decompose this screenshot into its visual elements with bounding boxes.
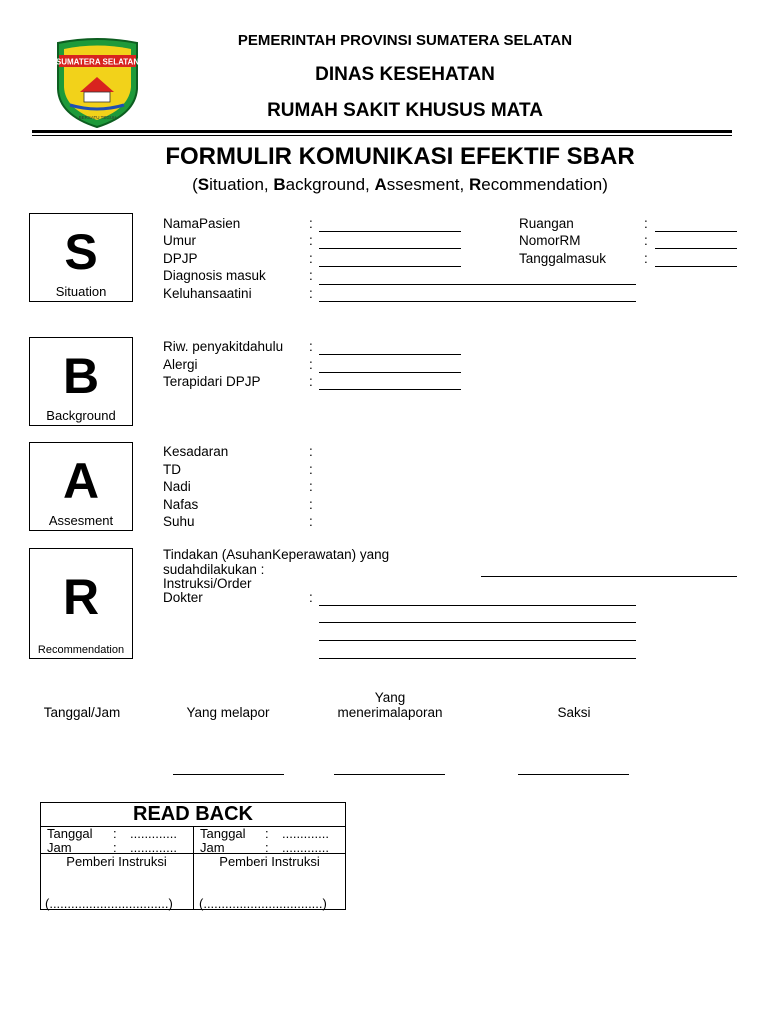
background-box (29, 337, 133, 426)
recommendation-letter: R (62, 569, 100, 625)
logo-motto: BERSATU TEGUH (78, 115, 117, 120)
colon: : (644, 216, 648, 231)
label-alergi: Alergi (163, 357, 198, 372)
colon: : (309, 444, 313, 459)
situation-letter: S (64, 224, 98, 280)
signature-saksi: Saksi (557, 705, 591, 720)
header-government: PEMERINTAH PROVINSI SUMATERA SELATAN (237, 32, 573, 49)
colon: : (113, 840, 117, 855)
rb-right-tanggal-value[interactable]: ............. (282, 826, 329, 841)
background-letter: B (62, 348, 100, 404)
rb-left-jam-label: Jam (47, 840, 72, 855)
label-ruangan: Ruangan (519, 216, 574, 231)
field-riwayat[interactable] (319, 354, 461, 355)
label-tindakan-2: sudahdilakukan : (163, 562, 265, 577)
colon: : (113, 826, 117, 841)
field-instruksi-4[interactable] (319, 658, 636, 659)
signature-line-saksi[interactable] (518, 774, 629, 775)
colon: : (309, 251, 313, 266)
label-suhu: Suhu (163, 514, 195, 529)
recommendation-caption: Recommendation (37, 644, 125, 656)
assessment-caption: Assesment (48, 513, 114, 528)
label-riwayat: Riw. penyakitdahulu (163, 339, 284, 354)
signature-line-melapor[interactable] (173, 774, 284, 775)
rb-right-jam-label: Jam (200, 840, 225, 855)
label-terapi: Terapidari DPJP (163, 374, 261, 389)
rb-left-tanggal-value[interactable]: ............. (130, 826, 177, 841)
header-rule-thin (32, 135, 732, 136)
colon: : (265, 840, 269, 855)
signature-tanggal-jam: Tanggal/Jam (43, 705, 121, 720)
label-instruksi-2: Dokter (163, 590, 203, 605)
form-title: FORMULIR KOMUNIKASI EFEKTIF SBAR (165, 143, 635, 170)
colon: : (309, 479, 313, 494)
situation-caption: Situation (55, 284, 107, 299)
field-ruangan[interactable] (655, 231, 737, 232)
field-nomor-rm[interactable] (655, 248, 737, 249)
label-tindakan-1: Tindakan (AsuhanKeperawatan) yang (163, 547, 390, 562)
field-dpjp[interactable] (319, 266, 461, 267)
colon: : (309, 590, 313, 605)
label-nama-pasien: NamaPasien (163, 216, 241, 231)
field-tindakan[interactable] (481, 576, 737, 577)
colon: : (309, 339, 313, 354)
read-back-title: READ BACK (133, 803, 253, 825)
colon: : (309, 268, 313, 283)
colon: : (309, 374, 313, 389)
field-diagnosis[interactable] (319, 284, 636, 285)
label-td: TD (163, 462, 181, 477)
label-dpjp: DPJP (163, 251, 198, 266)
label-instruksi-1: Instruksi/Order (163, 576, 252, 591)
rb-right-jam-value[interactable]: ............. (282, 840, 329, 855)
label-tanggal-masuk: Tanggalmasuk (519, 251, 607, 266)
colon: : (309, 357, 313, 372)
field-terapi[interactable] (319, 389, 461, 390)
field-umur[interactable] (319, 248, 461, 249)
field-instruksi-3[interactable] (319, 640, 636, 641)
colon: : (644, 251, 648, 266)
header-hospital: RUMAH SAKIT KHUSUS MATA (267, 100, 543, 121)
rb-left-pemberi: Pemberi Instruksi (66, 854, 167, 869)
signature-penerima-1: Yang (374, 690, 406, 705)
colon: : (309, 216, 313, 231)
rb-right-pemberi: Pemberi Instruksi (219, 854, 320, 869)
field-nama-pasien[interactable] (319, 231, 461, 232)
signature-penerima-2: menerimalaporan (337, 705, 443, 720)
header-rule-thick (32, 130, 732, 133)
background-caption: Background (46, 408, 116, 423)
assessment-box (29, 442, 133, 531)
label-keluhan: Keluhansaatini (163, 286, 252, 301)
field-instruksi-1[interactable] (319, 605, 636, 606)
colon: : (309, 514, 313, 529)
colon: : (644, 233, 648, 248)
recommendation-box (29, 548, 133, 659)
rb-left-sign[interactable]: (.................................) (45, 896, 173, 911)
rb-left-tanggal-label: Tanggal (47, 826, 93, 841)
signature-line-penerima[interactable] (334, 774, 445, 775)
assessment-letter: A (62, 453, 100, 509)
signature-yang-melapor: Yang melapor (186, 705, 270, 720)
colon: : (309, 497, 313, 512)
form-subtitle: (Situation, Background, Assesment, Recommendation) (192, 175, 608, 194)
rb-right-tanggal-label: Tanggal (200, 826, 246, 841)
rb-left-jam-value[interactable]: ............. (130, 840, 177, 855)
field-alergi[interactable] (319, 372, 461, 373)
rb-right-sign[interactable]: (.................................) (199, 896, 327, 911)
header-department: DINAS KESEHATAN (315, 64, 495, 85)
field-keluhan[interactable] (319, 301, 636, 302)
label-diagnosis: Diagnosis masuk (163, 268, 266, 283)
colon: : (309, 233, 313, 248)
logo-text: SUMATERA SELATAN (55, 57, 140, 67)
colon: : (309, 462, 313, 477)
label-nafas: Nafas (163, 497, 199, 512)
label-umur: Umur (163, 233, 196, 248)
field-instruksi-2[interactable] (319, 622, 636, 623)
colon: : (265, 826, 269, 841)
situation-box (29, 213, 133, 302)
label-kesadaran: Kesadaran (163, 444, 229, 459)
field-tanggal-masuk[interactable] (655, 266, 737, 267)
label-nadi: Nadi (163, 479, 191, 494)
colon: : (309, 286, 313, 301)
label-nomor-rm: NomorRM (519, 233, 581, 248)
